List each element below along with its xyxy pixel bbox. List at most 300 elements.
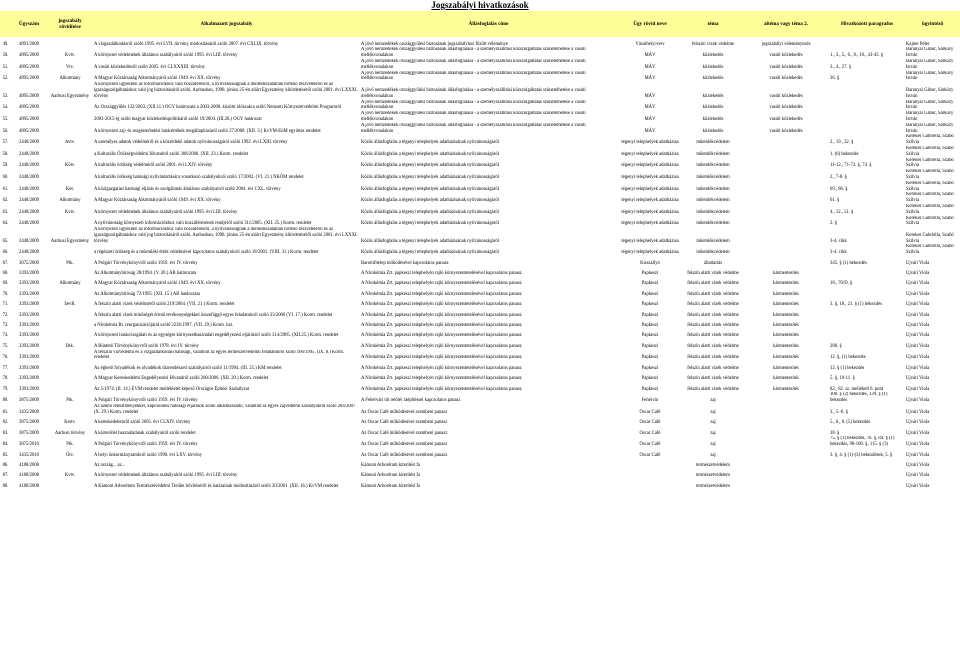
- cell-officer: Kerekes Gabriella, Szabó Szilvia: [906, 134, 954, 146]
- cell-row-index: 76.: [0, 350, 11, 362]
- cell-case-number: 4895/2009: [18, 64, 40, 70]
- cell-law-abbrev: [47, 382, 93, 392]
- col-officer[interactable]: ügyintéző: [905, 11, 960, 37]
- cell-case-number: 3393/2009: [11, 372, 47, 382]
- page-title: Jogszabályi hivatkozások: [431, 0, 529, 10]
- cell-case-number: 2448/2009: [11, 192, 47, 204]
- cell-subtopic: [743, 146, 829, 158]
- cell-position-title: A Nírokémia Zrt. papkeszi telephelyén rajló környezetstetelésével kapcsolatos panasz: [360, 308, 617, 318]
- cell-subtopic: [743, 426, 829, 436]
- cell-paragraph: [829, 287, 905, 297]
- table-row: [0, 318, 960, 328]
- cell-row-index: 54.: [0, 100, 11, 112]
- cell-law-abbrev: [47, 458, 93, 468]
- cell-officer: Ujvári Viola: [905, 416, 960, 426]
- cell-officer: Ujvári Viola: [906, 452, 930, 458]
- col-paragraph[interactable]: Hivatkozott paragrafus: [829, 11, 905, 37]
- cell-position-title: A Nírokémia Zrt. papkeszi telephelyén rajló környezetstetelésével kapcsolatos panasz: [361, 386, 522, 392]
- cell-paragraph: 3. §, 4. § (1)-(3) bekezdések, 5. §: [830, 452, 893, 458]
- table-row: [0, 277, 960, 287]
- cell-topic: közlekedés: [683, 123, 743, 135]
- cell-paragraph: 18., 70/D. §: [830, 281, 853, 287]
- cell-applied-law: a régészeti örökség és a műemléki érték védelmével kapcsolatos szabályokról szóló 18/2001. (VIII. 31.) Korm. rendelet: [93, 244, 360, 256]
- cell-case-number: 4895/2009: [18, 116, 40, 122]
- cell-officer: Baranyai Gábor, Sárközy István: [906, 87, 954, 99]
- cell-row-index: 77.: [2, 365, 9, 371]
- cell-position-title: A jövő nemzedékek országgyűlési biztosának állásfoglalása - a személyszállítási közszolgáltatás szünetelhetése a vasúti mellékvonalakon: [360, 47, 617, 59]
- cell-officer: Ujvári Viola: [906, 386, 930, 392]
- cell-topic: felszín alatti vizek védelme: [687, 302, 739, 308]
- cell-case-number: 4188/2008: [18, 473, 40, 479]
- cell-law-abbrev: [47, 266, 93, 276]
- cell-row-index: 51.: [2, 64, 9, 70]
- cell-position-title: A Nírokémia Zrt. papkeszi telephelyén rajló környezetstetelésével kapcsolatos panasz: [360, 350, 617, 362]
- cell-case-number: 3393/2009: [11, 287, 47, 297]
- cell-law-abbrev: Ket.: [66, 186, 74, 192]
- cell-position-title: A Fehérvári úti tetőtér ráépítéssel kapcsolatos panasz: [360, 392, 617, 404]
- cell-subtopic: vasúti közlekedés: [769, 116, 803, 122]
- cell-paragraph: 4., 12., 51. §: [830, 209, 854, 215]
- cell-subtopic: [743, 216, 829, 228]
- cell-law-abbrev: Kvtv.: [64, 209, 76, 215]
- table-row: [0, 479, 960, 489]
- table-row: [0, 169, 960, 181]
- cell-officer: Baranyai Gábor, Sárközy István: [906, 58, 954, 70]
- cell-position-title: Közös állásfoglalás a tégenyi telephelyek adatbázisának nyilvánosságáról: [360, 146, 617, 158]
- cell-case-number: 4188/2008: [11, 458, 47, 468]
- cell-officer: Kerekes Gabriella, Szabó Szilvia: [905, 244, 960, 256]
- cell-law-abbrev: Kötv.: [64, 163, 76, 169]
- cell-row-index: 53.: [2, 93, 9, 99]
- cell-applied-law: A környezet védelmének általános szabályairól szóló 1995. évi LIII. törvény: [94, 473, 238, 479]
- cell-officer: Ujvári Viola: [906, 302, 930, 308]
- cell-law-abbrev: Aarhusi Egyezmény: [50, 93, 90, 99]
- col-subtopic[interactable]: altéma vagy téma 2.: [743, 11, 829, 37]
- cell-row-index: 57.: [2, 140, 9, 146]
- cell-topic: műemlékvédelem: [696, 163, 730, 169]
- cell-topic: felszín alatti vizek védelme: [687, 281, 739, 287]
- cell-row-index: 87.: [2, 473, 9, 479]
- cell-applied-law: A felszín alatti vízek minőségét érintő tevékenységekkel összefüggő egyes feladatokról szóló 33/2000 (VI. 17.) Korm. rendelet: [93, 308, 360, 318]
- cell-officer: Ujvári Viola: [905, 479, 960, 489]
- cell-topic: zaj: [710, 430, 716, 436]
- cell-case-number: 3393/2009: [11, 329, 47, 339]
- cell-applied-law: A környezeti ügyekben az információkhoz való hozzáférésről, a nyilvánosságnak a döntéshozatalban történő részvételéről és az igazságszolgáltatáshoz való jog biztosításáról szóló, Aarhusban, 1998. június 25-én aláírt Egyezmény kihirdetéséről szóló 2001. évi LXXXI. törvény: [94, 227, 358, 244]
- cell-paragraph: 1. (6) bekezdés: [829, 146, 905, 158]
- table-row: [0, 392, 960, 404]
- cell-officer: Ujvári Viola: [906, 473, 930, 479]
- cell-subtopic: [743, 204, 829, 216]
- cell-law-abbrev: Alkotmány: [59, 281, 81, 287]
- cell-paragraph: 1., 3., 5., 6., 8., 10., 43-45. §: [829, 47, 905, 59]
- cell-paragraph: 11-12., 71-72. §, 74. §: [830, 163, 872, 169]
- cell-applied-law: A Polgári Törvénykönyvről szóló 1959. évi IV. törvény: [93, 392, 360, 404]
- cell-officer: Kerekes Gabriella, Szabó Szilvia: [906, 157, 954, 169]
- cell-row-index: 74.: [0, 329, 11, 339]
- cell-officer: Kajner Péter: [906, 41, 930, 47]
- cell-law-abbrev: [47, 318, 93, 328]
- cell-position-title: Kámoni Arborétum kiterítést fa: [361, 473, 420, 479]
- cell-applied-law: A felszín alatti vizek védelméről szóló 219/2004. (VII. 21.) Korm. rendelet: [94, 302, 235, 308]
- cell-applied-law: A közigazgatási hatósági eljárás és szolgáltatás általános szabályairól szóló 2004. évi CXL. törvény: [94, 186, 281, 192]
- cell-applied-law: Az Országgyűlés 132/2003. (XII.11.) OGY határozata a 2003-2008. közötti időszakra szóló Nemzeti Környezetvédelmi Programról: [93, 100, 360, 112]
- col-case-number[interactable]: Ügyszám: [11, 11, 47, 37]
- cell-case-number: 4895/2009: [11, 47, 47, 59]
- cell-subtopic: [743, 436, 829, 448]
- cell-paragraph: 69., 86. §: [830, 186, 848, 192]
- cell-subtopic: [743, 244, 829, 256]
- cell-officer: Ujvári Viola: [905, 372, 960, 382]
- cell-position-title: Az Oscar Café működésével szembeni panasz: [360, 436, 617, 448]
- cell-case-short-name: MÁV: [617, 123, 683, 135]
- cell-applied-law: A Polgári Törvénykönyvről szóló 1959. évi IV. törvény: [93, 436, 360, 448]
- cell-case-short-name: Oscar Café: [617, 436, 683, 448]
- cell-case-short-name: Papkeszi: [641, 302, 659, 308]
- cell-law-abbrev: [47, 169, 93, 181]
- header-row: [0, 11, 960, 37]
- table-row: [0, 227, 960, 244]
- cell-case-number: 2448/2009: [18, 163, 40, 169]
- cell-case-short-name: MÁV: [617, 47, 683, 59]
- cell-case-number: 3393/2009: [18, 365, 40, 371]
- cell-topic: természetvédelem: [683, 479, 743, 489]
- cell-officer: Ujvári Viola: [905, 287, 960, 297]
- cell-case-short-name: Oscar Café: [639, 409, 661, 415]
- cell-case-number: 3875/2010: [11, 436, 47, 448]
- cell-topic: zaj: [710, 452, 716, 458]
- cell-case-short-name: MÁV: [617, 100, 683, 112]
- cell-law-abbrev: [47, 372, 93, 382]
- cell-law-abbrev: Kvtv.: [64, 473, 76, 479]
- cell-case-short-name: Papkeszi: [641, 281, 659, 287]
- cell-law-abbrev: Kertv.: [47, 416, 93, 426]
- cell-topic: közlekedés: [683, 100, 743, 112]
- cell-case-number: 2448/2009: [18, 238, 40, 244]
- cell-law-abbrev: [47, 111, 93, 123]
- cell-row-index: 71.: [2, 302, 9, 308]
- cell-applied-law: A helyi önkormányzatokról szóló 1990. évi LXV. törvény: [94, 452, 203, 458]
- cell-law-abbrev: [47, 287, 93, 297]
- cell-officer: Ujvári Viola: [906, 281, 930, 287]
- cell-applied-law: A Kámoni Arborétum Természetvédelmi Terület bővítéséről és határainak módosításáról szóló 20/2001. (XII. 16.) KvVM rendelet: [93, 479, 360, 489]
- cell-paragraph: [829, 308, 905, 318]
- cell-applied-law: A Magyar Köztársaság Alkotmányáról szóló 1949. évi XX. törvény: [93, 71, 360, 83]
- cell-subtopic: [743, 181, 829, 193]
- cell-paragraph: 61. §: [829, 192, 905, 204]
- cell-officer: Baranyai Gábor, Sárközy István: [906, 111, 954, 122]
- cell-law-abbrev: fævR.: [64, 302, 76, 308]
- table-row: [0, 158, 960, 170]
- table-row: [0, 416, 960, 426]
- cell-topic: közlekedés: [702, 116, 724, 122]
- cell-paragraph: 3-4. cikk: [830, 238, 847, 244]
- col-topic[interactable]: téma: [683, 11, 743, 37]
- cell-law-abbrev: [47, 350, 93, 362]
- cell-law-abbrev: [47, 244, 93, 256]
- cell-row-index: 78.: [0, 372, 11, 382]
- cell-case-short-name: Papkeszi: [617, 308, 683, 318]
- cell-applied-law: a Nírokémia Rt. reorganizációjáról szóló 2236/1997. (VII. 29.) Korm. hat.: [94, 323, 234, 329]
- cell-row-index: 72.: [0, 308, 11, 318]
- table-row: [0, 426, 960, 436]
- cell-applied-law: A kereskedelemről szóló 2005. évi CLXIV. törvény: [93, 416, 360, 426]
- table-row: [0, 134, 960, 146]
- col-position-title[interactable]: Állásfoglalás címe: [360, 11, 617, 37]
- cell-case-short-name: tégenyi telephelyek adatbázisa: [617, 244, 683, 256]
- cell-position-title: A jövő nemzedékek országgyűlési biztosának állásfoglalása - a személyszállítási közszolgáltatás szünetelhetése a vasúti mellékvonalakon: [361, 111, 586, 122]
- cell-subtopic: vasúti közlekedés: [743, 100, 829, 112]
- cell-topic: felszín alatti vizek védelme: [687, 386, 739, 392]
- cell-position-title: A Nírokémia Zrt. papkeszi telephelyén rajló környezetstetelésével kapcsolatos panasz: [361, 281, 522, 287]
- cell-applied-law: A kulturális örökség hatósági nyilvántartására vonatkozó szabályokról szóló 17/2002. (VI. 21.) NKÖM rendelet: [93, 169, 360, 181]
- cell-row-index: 64.: [0, 216, 11, 228]
- cell-subtopic: [743, 256, 829, 266]
- cell-applied-law: Az ország... az...: [93, 458, 360, 468]
- cell-paragraph: 3., 4., 27. §: [830, 64, 852, 70]
- cell-topic: zaj: [683, 392, 743, 404]
- cell-subtopic: kármentesítés: [743, 266, 829, 276]
- cell-topic: felszín alatti vizek védelme: [687, 365, 739, 371]
- cell-row-index: 70.: [0, 287, 11, 297]
- cell-case-short-name: Papkeszi: [641, 323, 659, 329]
- cell-row-index: 85.: [2, 452, 9, 458]
- cell-topic: zaj: [683, 436, 743, 448]
- cell-case-short-name: Papkeszi: [641, 365, 659, 371]
- cell-paragraph: [829, 111, 905, 123]
- cell-subtopic: kármentesítés: [743, 308, 829, 318]
- cell-row-index: 58.: [0, 146, 11, 158]
- cell-position-title: A Nírokémia Zrt. papkeszi telephelyén rajló környezetstetelésével kapcsolatos panasz: [360, 329, 617, 339]
- cell-position-title: Közös állásfoglalás a tégenyi telephelyek adatbázisának nyilvánosságáról: [361, 140, 499, 146]
- cell-law-abbrev: [47, 329, 93, 339]
- cell-case-number: 4895/2009: [11, 71, 47, 83]
- cell-row-index: 50.: [0, 47, 11, 59]
- cell-position-title: Közös állásfoglalás a tégenyi telephelyek adatbázisának nyilvánosságáról: [361, 163, 499, 169]
- cell-applied-law: Az 5/1974. (II. 14.) ÉVM rendelet mellékletét képező Országos Építési Szabályzat: [94, 386, 250, 392]
- cell-case-number: 3393/2009: [11, 350, 47, 362]
- cell-topic: műemlékvédelem: [696, 238, 730, 244]
- cell-law-abbrev: Alkotmány: [47, 71, 93, 83]
- cell-applied-law: A kulturális örökség védelméről szóló 2001. évi LXIV. törvény: [94, 163, 213, 169]
- cell-position-title: A Nírokémia Zrt. papkeszi telephelyén rajló környezetstetelésével kapcsolatos panasz: [361, 302, 522, 308]
- cell-officer: Ujvári Viola: [906, 365, 930, 371]
- cell-case-number: 3875/2009: [11, 416, 47, 426]
- cell-topic: felszín alatti vizek védelme: [683, 266, 743, 276]
- cell-officer: Ujvári Viola: [905, 308, 960, 318]
- cell-row-index: 68.: [0, 266, 11, 276]
- cell-case-number: 3875/2009: [11, 392, 47, 404]
- cell-subtopic: kármentesítés: [743, 372, 829, 382]
- cell-case-number: 3393/2009: [18, 386, 40, 392]
- cell-subtopic: [743, 192, 829, 204]
- cell-topic: műemlékvédelem: [683, 146, 743, 158]
- cell-position-title: Közös állásfoglalás a tégenyi telephelyek adatbázisának nyilvánosságáról: [360, 216, 617, 228]
- cell-subtopic: kármentesítés: [773, 302, 799, 308]
- cell-row-index: 65.: [2, 238, 9, 244]
- cell-position-title: Közös állásfoglalás a tégenyi telephelyek adatbázisának nyilvánosságáról: [361, 238, 499, 244]
- cell-applied-law: A környezeti hatásvizsgálati és az egységes környezethasználati engedélyezési eljárásról szóló 314/2005. (XII.25.) Korm. rendelet: [93, 329, 360, 339]
- cell-paragraph: 82., 82. sz. mellékelt 6. pont: [830, 386, 884, 392]
- cell-case-short-name: Oscar Café: [639, 430, 661, 436]
- cell-applied-law: Az éghető folyadékok és olvadékok tűzrendészeti szabályairól szóló 11/1994. (III. 25.) KM rendelet: [94, 365, 282, 371]
- cell-position-title: A jövő nemzedékek országgyűlési biztosának állásfoglalása - a személyszállítási közszolgáltatás szünetelhetése a vasúti mellékvonalakon: [360, 100, 617, 112]
- cell-paragraph: [829, 37, 905, 47]
- cell-paragraph: 3-4. cikk: [829, 244, 905, 256]
- cell-case-number: 2448/2009: [11, 216, 47, 228]
- cell-case-short-name: tégenyi telephelyek adatbázisa: [621, 163, 679, 169]
- cell-row-index: 86.: [0, 458, 11, 468]
- cell-case-number: 3393/2009: [18, 343, 40, 349]
- cell-subtopic: [743, 469, 829, 479]
- cell-law-abbrev: Kvtv.: [47, 47, 93, 59]
- cell-topic: közlekedés: [683, 71, 743, 83]
- table-row: [0, 111, 960, 123]
- table-row: [0, 146, 960, 158]
- cell-row-index: 56.: [0, 123, 11, 135]
- cell-row-index: 62.: [0, 192, 11, 204]
- cell-row-index: 67.: [2, 260, 9, 266]
- cell-case-short-name: MÁV: [644, 116, 656, 122]
- cell-paragraph: 2. §: [829, 216, 905, 228]
- cell-case-number: 3393/2009: [11, 308, 47, 318]
- table-row: [0, 469, 960, 479]
- table-row: [0, 123, 960, 135]
- cell-applied-law: A közterület használatának szabályairól szóló rendelet: [94, 430, 196, 436]
- cell-position-title: A Nírokémia Zrt. papkeszi telephelyén rajló környezetstetelésével kapcsolatos panasz: [360, 287, 617, 297]
- cell-paragraph: 2., 7-8. §: [829, 169, 905, 181]
- cell-case-number: 3393/2009: [18, 281, 40, 287]
- cell-officer: Kerekes Gabriella, Szabó Szilvia: [905, 216, 960, 228]
- cell-subtopic: [743, 458, 829, 468]
- table-row: [0, 37, 960, 47]
- cell-row-index: 52.: [0, 71, 11, 83]
- cell-position-title: A jövő nemzedékek országgyűlési biztosának jogszabályhoz fűzött véleménye: [361, 41, 508, 47]
- cell-topic: műemlékvédelem: [683, 244, 743, 256]
- cell-position-title: A jövő nemzedékek országgyűlési biztosának állásfoglalása - a személyszállítási közszolgáltatás szünetelhetése a vasúti mellékvonalakon: [360, 71, 617, 83]
- cell-position-title: Kámoni Arborétum kiterítést fa: [360, 479, 617, 489]
- cell-row-index: 88.: [0, 479, 11, 489]
- cell-position-title: Kámoni Arborétum kiterítést fa: [360, 458, 617, 468]
- table-row: [0, 404, 960, 416]
- cell-topic: műemlékvédelem: [683, 169, 743, 181]
- cell-officer: Kerekes Gabriella, Szabó Szilvia: [905, 192, 960, 204]
- cell-applied-law: A környezet védelmének általános szabályairól szóló 1995. évi LIII. törvény: [93, 47, 360, 59]
- cell-officer: Baranyai Gábor, Sárközy István: [905, 47, 960, 59]
- table-row: [0, 256, 960, 266]
- cell-paragraph: 3., 5.-6. §: [830, 409, 848, 415]
- cell-case-short-name: Oscar Café: [617, 416, 683, 426]
- cell-subtopic: vasúti közlekedés: [769, 93, 803, 99]
- cell-topic: felszíni vizek védelme: [691, 41, 735, 47]
- cell-case-number: 2448/2009: [11, 169, 47, 181]
- cell-paragraph: 36. §: [829, 71, 905, 83]
- col-applied-law[interactable]: Alkalmazott jogszabály: [93, 11, 360, 37]
- cell-case-number: 2448/2009: [18, 140, 40, 146]
- cell-law-abbrev: Avtv.: [65, 140, 75, 146]
- cell-case-short-name: MÁV: [644, 64, 656, 70]
- cell-law-abbrev: [47, 216, 93, 228]
- cell-paragraph: 5., 6., 6. (5) bekezdés: [829, 416, 905, 426]
- table-row: [0, 308, 960, 318]
- cell-officer: Ujvári Viola: [906, 430, 930, 436]
- cell-row-index: 83.: [2, 430, 9, 436]
- cell-officer: Kerekes Gabriella, Szabó Szilvia: [906, 180, 954, 192]
- cell-position-title: Közös állásfoglalás a tégenyi telephelyek adatbázisának nyilvánosságáról: [360, 169, 617, 181]
- cell-case-short-name: MÁV: [644, 93, 656, 99]
- cell-topic: természetvédelem: [696, 473, 730, 479]
- cell-paragraph: 345. § (1) bekezdés: [830, 260, 867, 266]
- cell-applied-law: A Polgári Törvénykönyvről szóló 1959. évi IV. törvény: [94, 260, 198, 266]
- table-row: [0, 361, 960, 371]
- cell-officer: Ujvári Viola: [906, 409, 930, 415]
- cell-officer: Ujvári Viola: [906, 260, 930, 266]
- cell-law-abbrev: [47, 100, 93, 112]
- cell-case-number: 4895/2009: [11, 123, 47, 135]
- cell-applied-law: A vasúti közlekedésről szóló 2005. évi CLXXXIII. törvény: [94, 64, 206, 70]
- cell-row-index: 82.: [0, 416, 11, 426]
- cell-topic: műemlékvédelem: [696, 209, 730, 215]
- cell-row-index: 59.: [2, 163, 9, 169]
- cell-law-abbrev: Btk.: [66, 343, 74, 349]
- cell-paragraph: 280. §: [830, 343, 842, 349]
- cell-row-index: 75.: [2, 343, 9, 349]
- cell-position-title: A jövő nemzedékek országgyűlési biztosának állásfoglalása - a személyszállítási közszolgáltatás szünetelhetése a vasúti mellékvonalakon: [361, 58, 586, 70]
- cell-case-short-name: Fehérvár: [617, 392, 683, 404]
- cell-topic: zaj: [683, 416, 743, 426]
- cell-applied-law: Az Alkotmánybíróság 72/1995. (XII. 15.) AB határozata: [93, 287, 360, 297]
- table-row: [0, 266, 960, 276]
- cell-position-title: Közös állásfoglalás a tégenyi telephelyek adatbázisának nyilvánosságáról: [361, 186, 499, 192]
- col-law-abbrev[interactable]: jogszabály rövidítése: [47, 11, 93, 37]
- cell-paragraph: [829, 266, 905, 276]
- col-case-short-name[interactable]: Ügy rövid neve: [617, 11, 683, 37]
- cell-case-number: 3393/2009: [11, 266, 47, 276]
- cell-subtopic: kármentesítés: [743, 329, 829, 339]
- cell-topic: felszín alatti vizek védelme: [683, 372, 743, 382]
- cell-case-short-name: [617, 469, 683, 479]
- cell-paragraph: [829, 100, 905, 112]
- cell-row-index: 55.: [2, 116, 9, 122]
- cell-case-number: 3393/2009: [18, 323, 40, 329]
- cell-officer: Ujvári Viola: [905, 458, 960, 468]
- cell-row-index: 69.: [2, 281, 9, 287]
- cell-law-abbrev: Aarhusi törvény: [54, 430, 86, 436]
- cell-case-number: 3875/2009: [18, 430, 40, 436]
- cell-subtopic: kármentesítés: [773, 365, 799, 371]
- table-row: [0, 339, 960, 349]
- cell-paragraph: [829, 123, 905, 135]
- cell-officer: Ujvári Viola: [905, 436, 960, 448]
- cell-law-abbrev: Ptk.: [47, 392, 93, 404]
- cell-subtopic: vasúti közlekedés: [743, 71, 829, 83]
- cell-paragraph: [829, 329, 905, 339]
- cell-applied-law: A nyilvánosság környezeti információkhoz való hozzáférésének rendjéről szóló 311/2005. (XII. 25.) Korm. rendelet: [93, 216, 360, 228]
- table-row: [0, 100, 960, 112]
- cell-case-short-name: tégenyi telephelyek adatbázisa: [617, 146, 683, 158]
- cell-officer: Kerekes Gabriella, Szabó Szilvia: [905, 169, 960, 181]
- cell-applied-law: A Magyar Köztársaság Alkotmányáról szóló 1949. évi XX. törvény: [94, 281, 221, 287]
- cell-case-short-name: Papkeszi: [641, 343, 659, 349]
- cell-position-title: Közös állásfoglalás a tégenyi telephelyek adatbázisának nyilvánosságáról: [360, 192, 617, 204]
- cell-position-title: A Nírokémia Zrt. papkeszi telephelyén rajló környezetstetelésével kapcsolatos panasz: [361, 343, 522, 349]
- cell-applied-law: A Magyar Köztársaság Alkotmányáról szóló 1949. évi XX. törvény: [93, 192, 360, 204]
- cell-topic: műemlékvédelem: [683, 216, 743, 228]
- cell-subtopic: [743, 479, 829, 489]
- cell-subtopic: [743, 448, 829, 458]
- cell-position-title: Az Oscar Café működésével szembeni panasz: [361, 430, 448, 436]
- cell-row-index: 73.: [2, 323, 9, 329]
- cell-applied-law: Az Alkotmánybíróság 28/1994. (V. 20.) AB határozata: [93, 266, 360, 276]
